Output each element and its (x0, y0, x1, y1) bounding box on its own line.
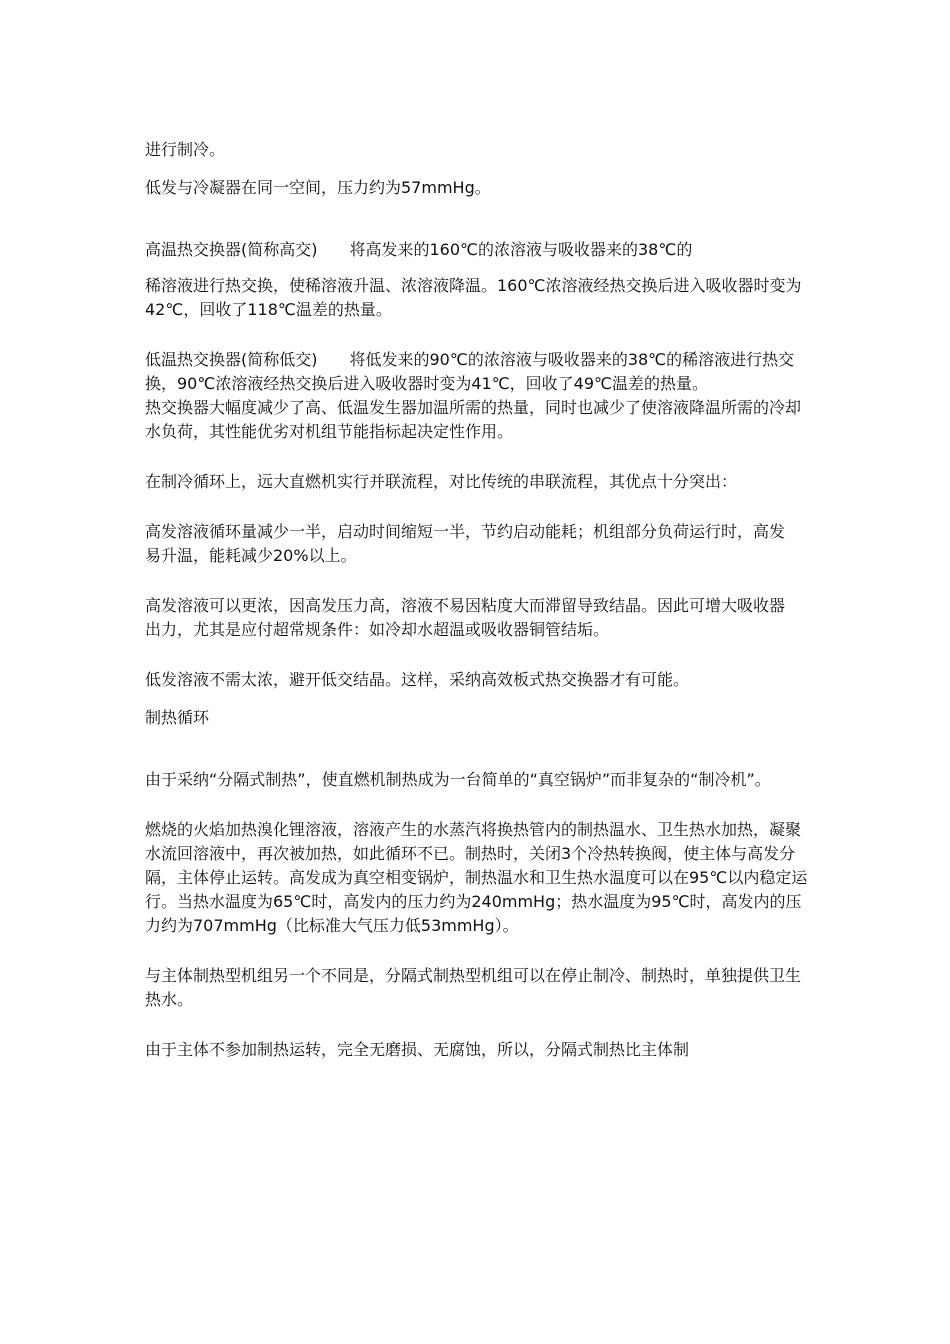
paragraph-7: 在制冷循环上，远大直燃机实行并联流程，对比传统的串联流程，其优点十分突出： (145, 472, 738, 491)
paragraph-13: 与主体制热型机组另一个不同是，分隔式制热型机组可以在停止制冷、制热时，单独提供卫生热水。 (145, 966, 802, 1009)
paragraph-8: 高发溶液循环量减少一半，启动时间缩短一半，节约启动能耗；机组部分负荷运行时，高发 易升温，能耗减少20%以上。 (145, 522, 786, 565)
paragraph-1: 进行制冷。 (145, 140, 226, 159)
paragraph-4: 稀溶液进行热交换，使稀溶液升温、浓溶液降温。160℃浓溶液经热交换后进入吸收器时变为42℃，回收了118℃温差的热量。 (145, 276, 802, 319)
document-page (145, 138, 810, 1062)
paragraph-12: 燃烧的火焰加热溴化锂溶液，溶液产生的水蒸汽将换热管内的制热温水、卫生热水加热，凝聚水流回溶液中，再次被加热，如此循环不已。制热时，关闭3个冷热转换阀，使主体与高发分隔，主体停止运转。高发成为真空相变锅炉，制热温水和卫生热水温度可以在95℃以内稳定运行。当热水温度为65℃时，高发内的压力约为240mmHg；热水温度为95℃时，高发内的压力约为707mmHg（比标准大气压力低53mmHg）。 (145, 820, 808, 935)
paragraph-9: 高发溶液可以更浓，因高发压力高，溶液不易因粘度大而滞留导致结晶。因此可增大吸收器 出力，尤其是应付超常规条件：如冷却水超温或吸收器铜管结垢。 (145, 596, 786, 639)
paragraph-6: 热交换器大幅度减少了高、低温发生器加温所需的热量，同时也减少了使溶液降温所需的冷却水负荷，其性能优劣对机组节能指标起决定性作用。 (145, 398, 802, 441)
section-heading-heating-cycle: 制热循环 (145, 708, 210, 727)
paragraph-14: 由于主体不参加制热运转，完全无磨损、无腐蚀，所以，分隔式制热比主体制 (145, 1040, 690, 1059)
paragraph-5: 低温热交换器(简称低交) 将低发来的90℃的浓溶液与吸收器来的38℃的稀溶液进行热交换，90℃浓溶液经热交换后进入吸收器时变为41℃，回收了49℃温差的热量。 (145, 350, 795, 393)
paragraph-10: 低发溶液不需太浓，避开低交结晶。这样，采纳高效板式热交换器才有可能。 (145, 670, 690, 689)
paragraph-2: 低发与冷凝器在同一空间，压力约为57mmHg。 (145, 178, 491, 197)
paragraph-3: 高温热交换器(简称高交) 将高发来的160℃的浓溶液与吸收器来的38℃的 (145, 240, 693, 259)
paragraph-11: 由于采纳“分隔式制热”，使直燃机制热成为一台简单的“真空锅炉”而非复杂的“制冷机”。 (145, 770, 771, 789)
